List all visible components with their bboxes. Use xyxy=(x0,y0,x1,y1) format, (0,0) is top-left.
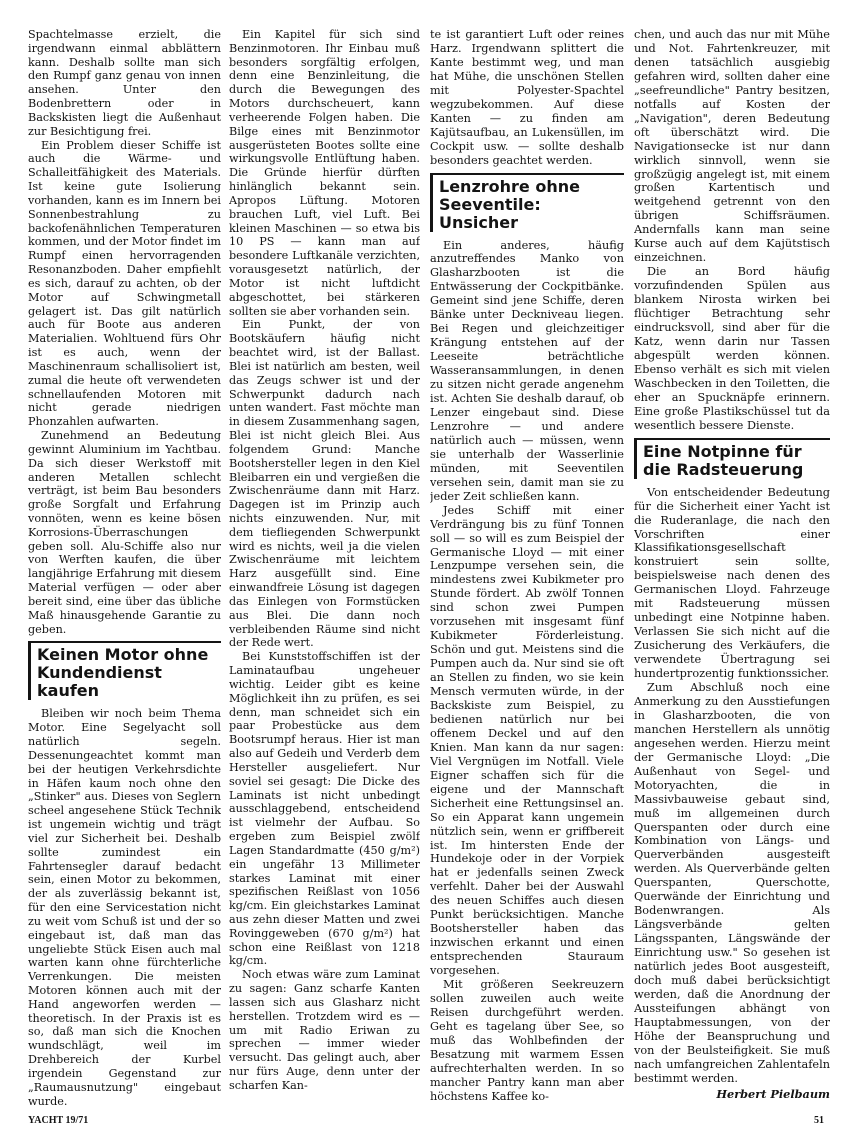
article-column-3 xyxy=(430,28,624,1113)
paragraph: Bei Kunststoffschiffen ist der Laminataufbau ungeheuer wichtig. Leider gibt es keine Möglichkeit ihn zu prüfen, es sei denn, man schneidet sich ein paar Probestücke aus dem Bootsrumpf heraus. Hier ist man also auf Gedeih und Verderb dem Hersteller ausgeliefert. Nur soviel sei gesagt: Die Dicke des Laminats ist nicht unbedingt ausschlaggebend, entscheidend ist vielmehr der Aufbau. So ergeben zum Beispiel zwölf Lagen Standardmatte (450 g/m²) ein ungefähr 13 Millimeter starkes Laminat mit einer spezifischen Reißlast von 1056 kg/cm. Ein gleichstarkes Laminat aus zehn dieser Matten und zwei Rovinggeweben (670 g/m²) hat schon eine Reißlast von 1218 kg/cm. xyxy=(229,650,420,968)
paragraph: Zum Abschluß noch eine Anmerkung zu den Ausstiefungen in Glasharzbooten, die von manchen Herstellern als unnötig angesehen werden. Hierzu meint der Germanische Lloyd: „Die Außenhaut von Segel- und Motoryachten, die in Massivbauweise gebaut sind, muß im allgemeinen durch Querspanten oder durch eine Kombination von Längs- und Querverbänden ausgesteift werden. Als Querverbände gelten Querspanten, Querschotte, Querwände der Einrichtung und Bodenwrangen. Als Längsverbände gelten Längsspanten, Längswände der Einrichtung usw." So gesehen ist natürlich jedes Boot ausgesteift, doch muß dabei berücksichtigt werden, daß die Anordnung der Aussteifungen abhängt von Hauptabmessungen, von der Höhe der Beanspruchung und von der Beulsteifigkeit. Sie muß nach umfangreichen Zahlentafeln bestimmt werden. xyxy=(634,680,830,1085)
magazine-issue-label: YACHT 19/71 xyxy=(28,1115,89,1126)
section-heading xyxy=(430,173,624,232)
paragraph: Von entscheidender Bedeutung für die Sicherheit einer Yacht ist die Ruderanlage, die nach den Vorschriften einer Klassifikationsgesellschaft konstruiert sein sollte, beispielsweise nach denen des Germanischen Lloyd. Fahrzeuge mit Radsteuerung müssen unbedingt eine Notpinne haben. Verlassen Sie sich nicht auf die Zusicherung des Verkäufers, die verwendete Übertragung sei hundertprozentig funktionssicher. xyxy=(634,485,830,681)
article-column-2 xyxy=(229,28,420,1113)
paragraph: Noch etwas wäre zum Laminat zu sagen: Ganz scharfe Kanten lassen sich aus Glasharz nicht herstellen. Trotzdem wird es — um mit Radio Eriwan zu sprechen — immer wieder versucht. Das gelingt auch, aber nur fürs Auge, denn unter der scharfen Kan- xyxy=(229,968,420,1092)
article-column-1 xyxy=(28,28,221,1113)
paragraph: Ein Kapitel für sich sind Benzinmotoren. Ihr Einbau muß besonders sorgfältig erfolgen, denn eine Benzinleitung, die durch die Bewegungen des Motors durchscheuert, kann verheerende Folgen haben. Die Bilge eines mit Benzinmotor ausgerüsteten Bootes sollte eine wirkungsvolle Entlüftung haben. Die Gründe hierfür dürften hinlänglich bekannt sein. Apropos Lüftung. Motoren brauchen Luft, viel Luft. Bei kleinen Maschinen — so etwa bis 10 PS — kann man auf besondere Luftkanäle verzichten, vorausgesetzt natürlich, der Motor ist nicht luftdicht abgeschottet, bei stärkeren sollten sie aber vorhanden sein. xyxy=(229,28,420,318)
paragraph: Ein anderes, häufig anzutreffendes Manko von Glasharzbooten ist die Entwässerung der Cockpitbänke. Gemeint sind jene Schiffe, deren Bänke unter Deckniveau liegen. Bei Regen und gleichzeitiger Krängung entstehen auf der Leeseite beträchtliche Wasseransammlungen, in denen zu sitzen nicht gerade angenehm ist. Achten Sie deshalb darauf, ob Lenzer eingebaut sind. Diese Lenzrohre — und andere natürlich auch — müssen, wenn sie unterhalb der Wasserlinie münden, mit Seeventilen versehen sein, damit man sie zu jeder Zeit schließen kann. xyxy=(430,238,624,503)
paragraph: chen, und auch das nur mit Mühe und Not. Fahrtenkreuzer, mit denen tatsächlich ausgiebig gefahren wird, sollten daher eine „seefreundliche" Pantry besitzen, notfalls auf Kosten der „Navigation", deren Bedeutung oft überschätzt wird. Die Navigationsecke ist nur dann wirklich sinnvoll, wenn sie großzügig angelegt ist, mit einem großen Kartentisch und weitgehend getrennt von den übrigen Schiffsräumen. Andernfalls kann man seine Kurse auch auf dem Kajütstisch einzeichnen. xyxy=(634,28,830,265)
section-heading xyxy=(28,641,221,700)
paragraph: Ein Problem dieser Schiffe ist auch die Wärme- und Schalleitfähigkeit des Materials. Ist keine gute Isolierung vorhanden, kann es im Innern bei Sonnenbestrahlung zu backofenähnlichen Temperaturen kommen, und der Motor findet im Rumpf einen hervorragenden Resonanzboden. Daher empfiehlt es sich, darauf zu achten, ob der Motor auf Schwingmetall gelagert ist. Das gilt natürlich auch für Boote aus anderen Materialien. Wohltuend fürs Ohr ist es auch, wenn der Maschinenraum schallisoliert ist, zumal die heute oft verwendeten schnellaufenden Motoren mit nicht gerade niedrigen Phonzahlen aufwarten. xyxy=(28,138,221,429)
section-heading-text: Lenzrohre ohne Seeventile: Unsicher xyxy=(439,176,580,232)
heading-rule xyxy=(430,175,433,232)
paragraph: Mit größeren Seekreuzern sollen zuweilen auch weite Reisen durchgeführt werden. Geht es tagelang über See, so muß das Wohlbefinden der Besatzung mit warmem Essen aufrechterhalten werden. In so mancher Pantry kann man aber höchstens Kaffee ko- xyxy=(430,978,624,1103)
paragraph: Bleiben wir noch beim Thema Motor. Eine Segelyacht soll natürlich segeln. Dessenungeachtet kommt man bei der heutigen Verkehrsdichte in Häfen kaum noch ohne den „Stinker" aus. Dieses von Seglern scheel angesehene Stück Technik ist ungemein wichtig und trägt viel zur Sicherheit bei. Deshalb sollte zumindest ein Fahrtensegler darauf bedacht sein, einen Motor zu bekommen, der als zuverlässig bekannt ist, für den eine Servicestation nicht zu weit vom Schuß ist und der so eingebaut ist, daß man das ungeliebte Stück Eisen auch mal warten kann ohne fürchterliche Verrenkungen. Die meisten Motoren können auch mit der Hand angeworfen werden — theoretisch. In der Praxis ist es so, daß man sich die Knochen wundschlägt, weil im Drehbereich der Kurbel irgendein Gegenstand zur „Raumausnutzung" eingebaut wurde. xyxy=(28,707,221,1108)
author-byline: Herbert Pielbaum xyxy=(716,1086,830,1101)
section-heading-text: Keinen Motor ohne Kundendienst kaufen xyxy=(37,645,209,701)
page-number: 51 xyxy=(814,1115,824,1126)
section-heading xyxy=(634,438,830,479)
paragraph: te ist garantiert Luft oder reines Harz. Irgendwann splittert die Kante bestimmt weg, und man hat Mühe, die unschönen Stellen mit Polyester-Spachtel wegzubekommen. Auf diese Kanten — zu finden am Kajütsaufbau, an Lukensüllen, im Cockpit usw. — sollte deshalb besonders geachtet werden. xyxy=(430,28,624,167)
paragraph: Zunehmend an Bedeutung gewinnt Aluminium im Yachtbau. Da sich dieser Werkstoff mit anderen Metallen schlecht verträgt, ist beim Bau besonders große Sorgfalt und Erfahrung vonnöten, wenn es keine bösen Korrosions-Überraschungen geben soll. Alu-Schiffe also nur von Werften kaufen, die über langjährige Erfahrung mit diesem Material verfügen — oder aber bereit sind, eine über das übliche Maß hinausgehende Garantie zu geben. xyxy=(28,429,221,636)
paragraph: Jedes Schiff mit einer Verdrängung bis zu fünf Tonnen soll — so will es zum Beispiel der Germanische Lloyd — mit einer Lenzpumpe versehen sein, die mindestens zwei Kubikmeter pro Stunde fördert. Ab zwölf Tonnen sind schon zwei Pumpen vorzusehen mit insgesamt fünf Kubikmeter Förderleistung. Schön und gut. Meistens sind die Pumpen auch da. Nur sind sie oft an Stellen zu finden, wo sie kein Mensch vermuten würde, in der Backskiste zum Beispiel, zu bedienen natürlich nur bei offenem Deckel und auf den Knien. Man kann da nur sagen: Viel Vergnügen im Notfall. Viele Eigner schaffen sich für die eigene und der Mannschaft Sicherheit eine Rettungsinsel an. So ein Apparat kann ungemein nützlich sein, wenn er griffbereit ist. Im hintersten Ende der Hundekoje oder in der Vorpiek hat er jedenfalls seinen Zweck verfehlt. Daher bei der Auswahl des neuen Schiffes auch diesen Punkt berücksichtigen. Manche Bootshersteller haben das inzwischen erkannt und einen entsprechenden Stauraum vorgesehen. xyxy=(430,503,624,978)
paragraph: Spachtelmasse erzielt, die irgendwann einmal abblättern kann. Deshalb sollte man sich den Rumpf ganz genau von innen ansehen. Unter den Bodenbrettern oder in Backskisten liegt die Außenhaut zur Besichtigung frei. xyxy=(28,28,221,138)
paragraph: Ein Punkt, der von Bootskäufern häufig nicht beachtet wird, ist der Ballast. Blei ist natürlich am besten, weil das Zeugs schwer ist und der Schwerpunkt dadurch nach unten wandert. Fast möchte man in diesem Zusammenhang sagen, Blei ist nicht gleich Blei. Aus folgendem Grund: Manche Bootshersteller legen in den Kiel Bleibarren ein und vergießen die Zwischenräume dann mit Harz. Dagegen ist im Prinzip auch nichts einzuwenden. Nur, mit dem tiefliegenden Schwerpunkt wird es nichts, weil ja die vielen Zwischenräume mit leichtem Harz ausgefüllt sind. Eine einwandfreie Lösung ist dagegen das Einlegen von Formstücken aus Blei. Die dann noch verbleibenden Räume sind nicht der Rede wert. xyxy=(229,318,420,650)
section-heading-text: Eine Notpinne für die Radsteuerung xyxy=(643,441,804,479)
heading-rule xyxy=(634,440,637,479)
article-column-4 xyxy=(634,28,830,1113)
heading-rule xyxy=(28,643,31,700)
paragraph: Die an Bord häufig vorzufindenden Spülen aus blankem Nirosta wirken bei flüchtiger Betrachtung sehr eindrucksvoll, sind aber für die Katz, wenn darin nur Tassen abgespült werden können. Ebenso verhält es sich mit vielen Waschbecken in den Toiletten, die eher an Spucknäpfe erinnern. Eine große Plastikschüssel tut da wesentlich bessere Dienste. xyxy=(634,265,830,432)
